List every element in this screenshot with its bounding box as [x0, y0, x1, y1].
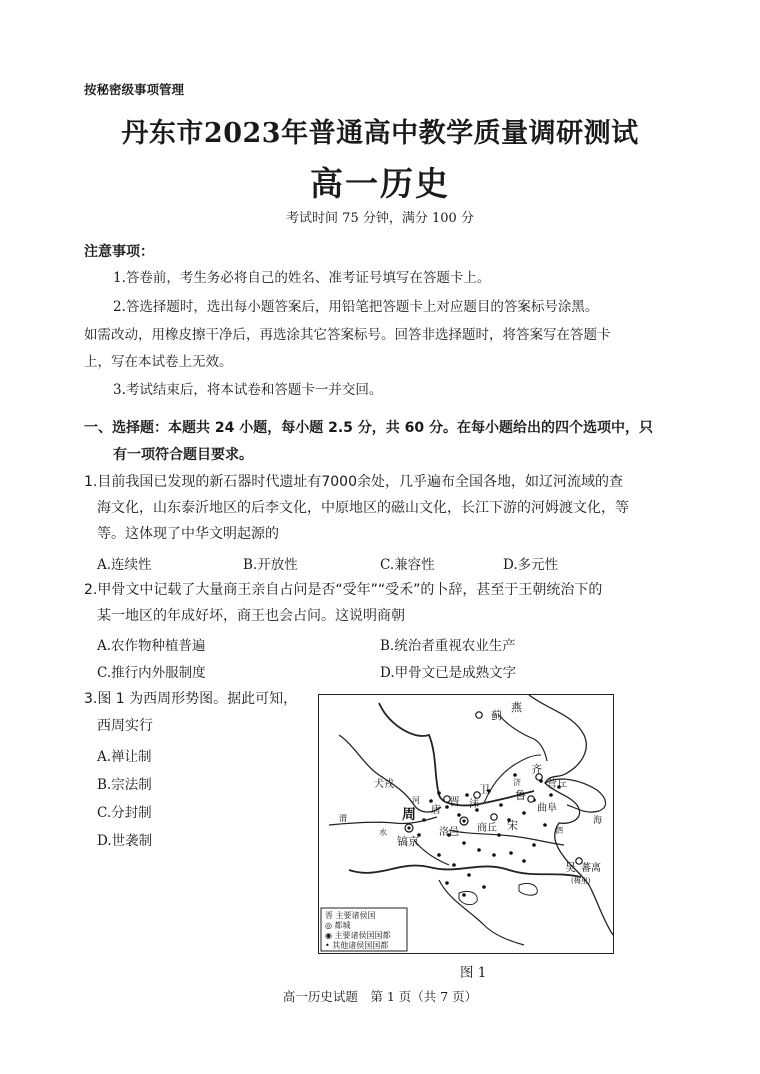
- yellow-river: [379, 703, 534, 805]
- label-luoyi: 洛邑: [439, 827, 459, 838]
- label-ji-river: 济: [513, 778, 521, 787]
- q3-option-a[interactable]: A.禅让制: [97, 749, 152, 765]
- legend-main-state: 晋 主要诸侯国: [325, 911, 376, 920]
- notice-item-2-cont2: 上，写在本试卷上无效。: [84, 354, 233, 370]
- q2-option-c[interactable]: C.推行内外服制度: [97, 665, 206, 681]
- han-river: [414, 840, 449, 865]
- exam-title: 丹东市2023年普通高中教学质量调研测试: [121, 118, 639, 149]
- section-heading: 一、选择题：本题共 24 小题，每小题 2.5 分，共 60 分。在每小题给出的四个选项中，只: [84, 420, 654, 436]
- label-tang: 唐: [431, 805, 441, 816]
- label-qi: 齐: [531, 763, 542, 776]
- legend-main-state-capital: ◉ 主要诸侯国国都: [325, 931, 391, 940]
- label-quanrong: 犬戎: [374, 779, 394, 790]
- q1-option-a[interactable]: A.连续性: [97, 557, 152, 573]
- q3-option-b[interactable]: B.宗法制: [97, 777, 152, 793]
- q2-option-b[interactable]: B.统治者重视农业生产: [380, 638, 516, 654]
- label-shangqiu: 商丘: [477, 823, 497, 834]
- label-wu: 吴: [565, 861, 576, 874]
- label-wei: 卫: [479, 783, 490, 796]
- q3-option-c[interactable]: C.分封制: [97, 805, 152, 821]
- q1-line-3: 等。这体现了中华文明起源的: [97, 526, 279, 542]
- q2-option-a[interactable]: A.农作物种植普遍: [97, 638, 206, 654]
- label-shui: 水: [379, 828, 387, 837]
- notice-item-2: 2.答选择题时，选出每小题答案后，用铅笔把答题卡上对应题目的答案标号涂黑。: [113, 299, 599, 315]
- q1-option-b[interactable]: B.开放性: [243, 557, 298, 573]
- yellow-river-upper: [339, 735, 441, 812]
- secret-mark: 按秘密级事项管理: [84, 82, 185, 97]
- label-song: 宋: [507, 819, 518, 832]
- q2-option-d[interactable]: D.甲骨文已是成熟文字: [380, 665, 517, 681]
- q3-line-2: 西周实行: [97, 718, 153, 734]
- notice-heading: 注意事项：: [84, 244, 154, 260]
- label-fanli: 蕃离: [581, 863, 601, 874]
- label-mei: 沫: [469, 799, 479, 810]
- figure-caption: 图 1: [460, 965, 487, 981]
- label-haojing: 镐京: [397, 835, 419, 848]
- q1-line-1: 1.目前我国已发现的新石器时代遗址有7000余处，几乎遍布全国各地，如辽河流域的查: [84, 474, 623, 490]
- notice-item-3: 3.考试结束后，将本试卷和答题卡一并交回。: [113, 382, 383, 398]
- label-yingqiu: 营丘: [547, 779, 567, 790]
- subject-title: 高一历史: [310, 164, 450, 203]
- legend-capital: ◎ 都城: [325, 921, 351, 930]
- label-zhou: 周: [402, 807, 416, 823]
- label-yan: 燕: [511, 701, 522, 714]
- label-jin: 晋: [449, 795, 460, 808]
- notice-item-2-cont: 如需改动，用橡皮擦干净后，再选涂其它答案标号。回答非选择题时，将答案写在答题卡: [84, 327, 611, 343]
- huai-river: [449, 830, 564, 845]
- q3-option-d[interactable]: D.世袭制: [97, 833, 153, 849]
- legend-other-state-capital: • 其他诸侯国国都: [325, 941, 389, 950]
- label-si: 泗: [555, 826, 563, 835]
- southern-river: [439, 880, 524, 945]
- label-lu: 鲁: [515, 789, 526, 802]
- label-qufu: 曲阜: [537, 803, 557, 814]
- notice-item-1: 1.答卷前，考生务必将自己的姓名、准考证号填写在答题卡上。: [113, 270, 491, 286]
- map-svg: [319, 695, 613, 953]
- label-ji: 蓟: [491, 709, 502, 722]
- q1-line-2: 海文化，山东泰沂地区的后李文化，中原地区的磁山文化，长江下游的河姆渡文化，等: [97, 500, 629, 516]
- lake-2: [519, 883, 537, 895]
- q1-option-c[interactable]: C.兼容性: [380, 557, 435, 573]
- q2-line-1: 2.甲骨文中记载了大量商王亲自占问是否“受年”“受禾”的卜辞，甚至于王朝统治下的: [84, 582, 603, 598]
- q2-line-2: 某一地区的年成好坏，商王也会占问。这说明商朝: [97, 608, 405, 624]
- yangtze-river: [349, 865, 581, 877]
- western-zhou-map: [318, 694, 614, 954]
- label-hai: 海: [593, 816, 603, 826]
- q3-line-1: 3.图 1 为西周形势图。据此可知，: [84, 691, 298, 707]
- label-meili: (梅里): [571, 877, 591, 885]
- label-he: 河: [412, 796, 420, 805]
- label-wei-river: 渭: [339, 814, 347, 823]
- page-footer: 高一历史试题 第 1 页（共 7 页）: [282, 989, 478, 1004]
- lake: [459, 891, 477, 904]
- river-branch-1: [499, 715, 547, 761]
- time-info: 考试时间 75 分钟，满分 100 分: [286, 211, 474, 226]
- coastline: [529, 695, 613, 935]
- section-heading-cont: 有一项符合题目要求。: [113, 447, 253, 463]
- q1-option-d[interactable]: D.多元性: [503, 557, 559, 573]
